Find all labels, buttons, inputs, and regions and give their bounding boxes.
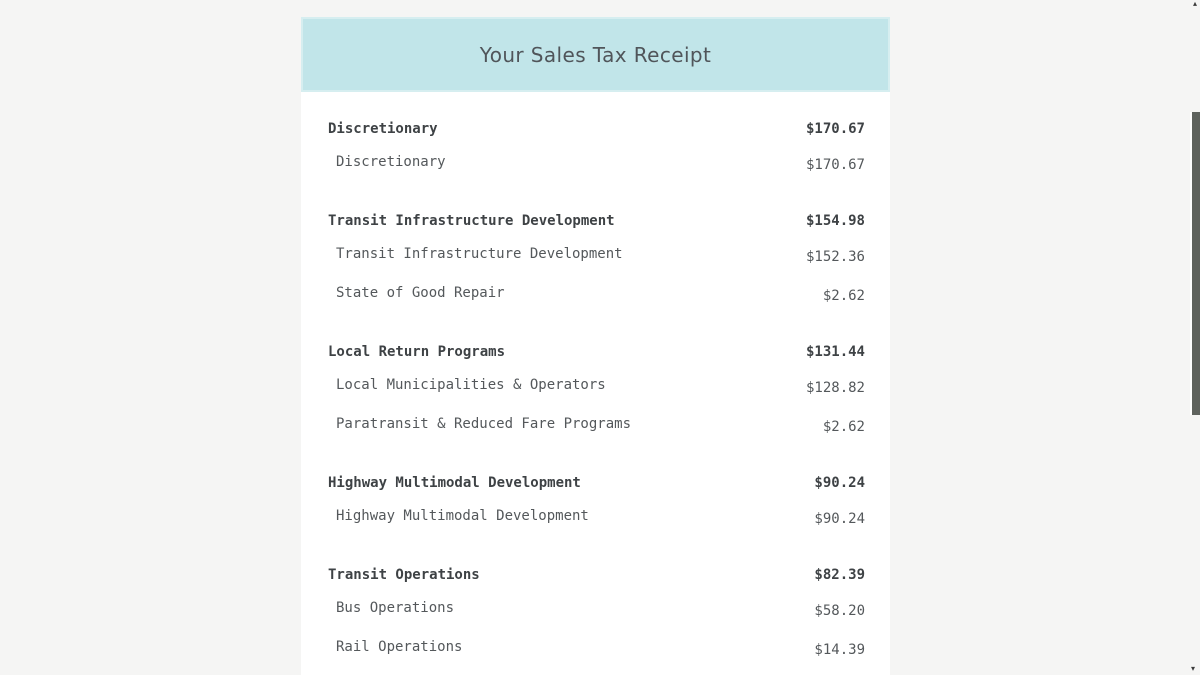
line-item-label: Local Municipalities & Operators xyxy=(336,377,606,393)
line-item-row xyxy=(328,507,865,526)
line-item-row xyxy=(328,245,865,264)
line-item-amount: $128.82 xyxy=(805,380,865,396)
line-item-label: Transit Infrastructure Development xyxy=(336,246,623,262)
line-item-label: State of Good Repair xyxy=(336,285,505,301)
scrollbar-track[interactable] xyxy=(1190,0,1200,675)
scroll-up-icon[interactable]: ▴ xyxy=(1192,0,1197,8)
line-item-label: Rail Operations xyxy=(336,639,463,655)
category-amount: $82.39 xyxy=(814,567,865,583)
scroll-down-icon[interactable]: ▾ xyxy=(1190,664,1195,673)
category-label: Transit Operations xyxy=(328,567,480,583)
receipt-group xyxy=(328,343,865,434)
category-label: Transit Infrastructure Development xyxy=(328,213,615,229)
line-item-amount: $14.39 xyxy=(814,642,865,658)
category-row xyxy=(328,474,865,493)
line-item-amount: $2.62 xyxy=(822,419,865,435)
line-item-row xyxy=(328,638,865,657)
line-item-amount: $170.67 xyxy=(805,157,865,173)
line-item-label: Paratransit & Reduced Fare Programs xyxy=(336,416,632,432)
line-item-amount: $152.36 xyxy=(805,249,865,265)
line-item-label: Bus Operations xyxy=(336,600,455,616)
line-item-row xyxy=(328,284,865,303)
category-amount: $170.67 xyxy=(805,121,865,137)
category-row xyxy=(328,343,865,362)
category-row xyxy=(328,120,865,139)
line-item-amount: $90.24 xyxy=(814,511,865,527)
receipt-group xyxy=(328,212,865,303)
page-title: Your Sales Tax Receipt xyxy=(479,42,712,67)
category-row xyxy=(328,212,865,231)
line-item-row xyxy=(328,153,865,172)
line-item-amount: $58.20 xyxy=(814,603,865,619)
receipt-group xyxy=(328,566,865,657)
category-label: Discretionary xyxy=(328,121,438,137)
line-item-row xyxy=(328,415,865,434)
category-label: Local Return Programs xyxy=(328,344,506,360)
receipt-group xyxy=(328,474,865,526)
category-label: Highway Multimodal Development xyxy=(328,475,581,491)
line-item-row xyxy=(328,376,865,395)
receipt-group xyxy=(328,120,865,172)
category-row xyxy=(328,566,865,585)
category-amount: $154.98 xyxy=(805,213,865,229)
category-amount: $131.44 xyxy=(805,344,865,360)
receipt-card xyxy=(301,17,890,675)
line-item-label: Highway Multimodal Development xyxy=(336,508,589,524)
scrollbar-thumb[interactable] xyxy=(1192,112,1200,415)
line-item-label: Discretionary xyxy=(336,154,446,170)
category-amount: $90.24 xyxy=(814,475,865,491)
receipt-list xyxy=(301,92,890,675)
receipt-banner xyxy=(301,17,890,92)
line-item-row xyxy=(328,599,865,618)
line-item-amount: $2.62 xyxy=(822,288,865,304)
